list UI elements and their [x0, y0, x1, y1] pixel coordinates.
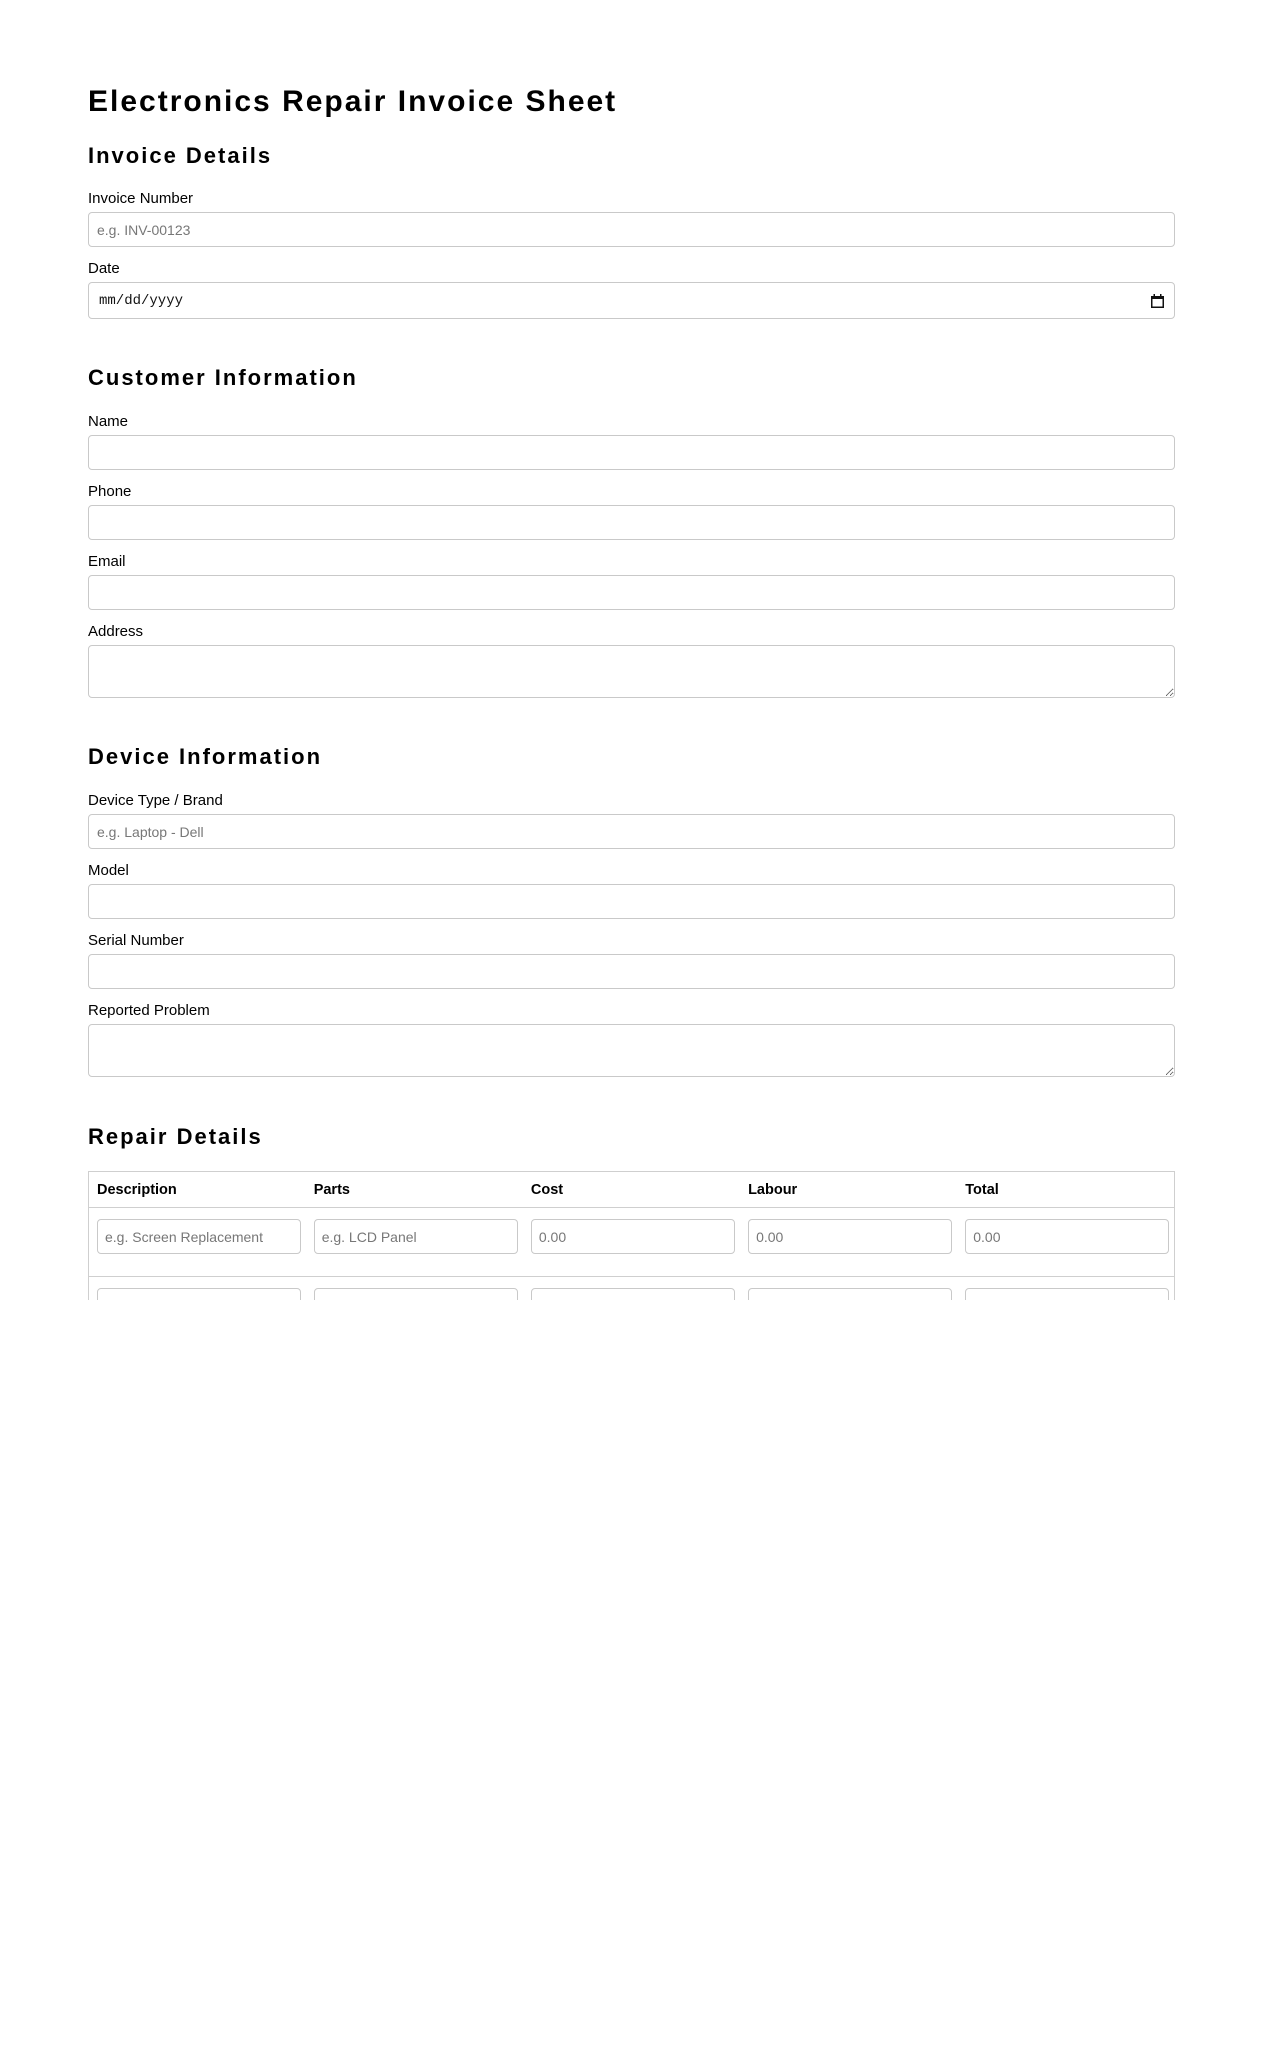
table-cell [89, 1208, 306, 1277]
reported-problem-label: Reported Problem [88, 1002, 210, 1019]
reported-problem-textarea[interactable] [88, 1024, 1175, 1077]
table-cell [957, 1277, 1174, 1301]
calendar-icon[interactable] [1151, 294, 1164, 308]
address-textarea[interactable] [88, 645, 1175, 698]
invoice-number-input[interactable] [88, 212, 1175, 247]
device-type-input[interactable] [88, 814, 1175, 849]
table-cell [740, 1277, 957, 1301]
model-label: Model [88, 862, 129, 879]
phone-input[interactable] [88, 505, 1175, 540]
device-type-label: Device Type / Brand [88, 792, 223, 809]
labour-input[interactable] [748, 1219, 952, 1254]
date-input[interactable] [88, 282, 1175, 319]
table-row [89, 1277, 1175, 1301]
description-input[interactable] [97, 1219, 301, 1254]
section-heading-invoice-details: Invoice Details [88, 143, 273, 168]
parts-input[interactable] [314, 1288, 518, 1300]
table-cell [523, 1208, 740, 1277]
section-heading-customer-information: Customer Information [88, 365, 358, 390]
total-input[interactable] [965, 1219, 1169, 1254]
column-header-parts: Parts [306, 1172, 523, 1208]
serial-number-label: Serial Number [88, 932, 184, 949]
invoice-number-label: Invoice Number [88, 190, 194, 207]
table-cell [740, 1208, 957, 1277]
column-header-cost: Cost [523, 1172, 740, 1208]
phone-label: Phone [88, 483, 132, 500]
section-heading-repair-details: Repair Details [88, 1124, 263, 1149]
table-cell [89, 1277, 306, 1301]
address-label: Address [88, 623, 144, 640]
date-label: Date [88, 260, 120, 277]
labour-input[interactable] [748, 1288, 952, 1300]
table-cell [306, 1277, 523, 1301]
repair-details-table [88, 1171, 1175, 1300]
cost-input[interactable] [531, 1219, 735, 1254]
table-cell [306, 1208, 523, 1277]
table-header-row [89, 1172, 1175, 1208]
column-header-total: Total [957, 1172, 1174, 1208]
parts-input[interactable] [314, 1219, 518, 1254]
email-label: Email [88, 553, 126, 570]
description-input[interactable] [97, 1288, 301, 1300]
name-label: Name [88, 413, 129, 430]
table-row [89, 1208, 1175, 1277]
cost-input[interactable] [531, 1288, 735, 1300]
table-cell [523, 1277, 740, 1301]
column-header-labour: Labour [740, 1172, 957, 1208]
page-title: Electronics Repair Invoice Sheet [88, 85, 618, 118]
column-header-description: Description [89, 1172, 306, 1208]
email-input[interactable] [88, 575, 1175, 610]
table-cell [957, 1208, 1174, 1277]
model-input[interactable] [88, 884, 1175, 919]
section-heading-device-information: Device Information [88, 744, 323, 769]
name-input[interactable] [88, 435, 1175, 470]
total-input[interactable] [965, 1288, 1169, 1300]
serial-number-input[interactable] [88, 954, 1175, 989]
